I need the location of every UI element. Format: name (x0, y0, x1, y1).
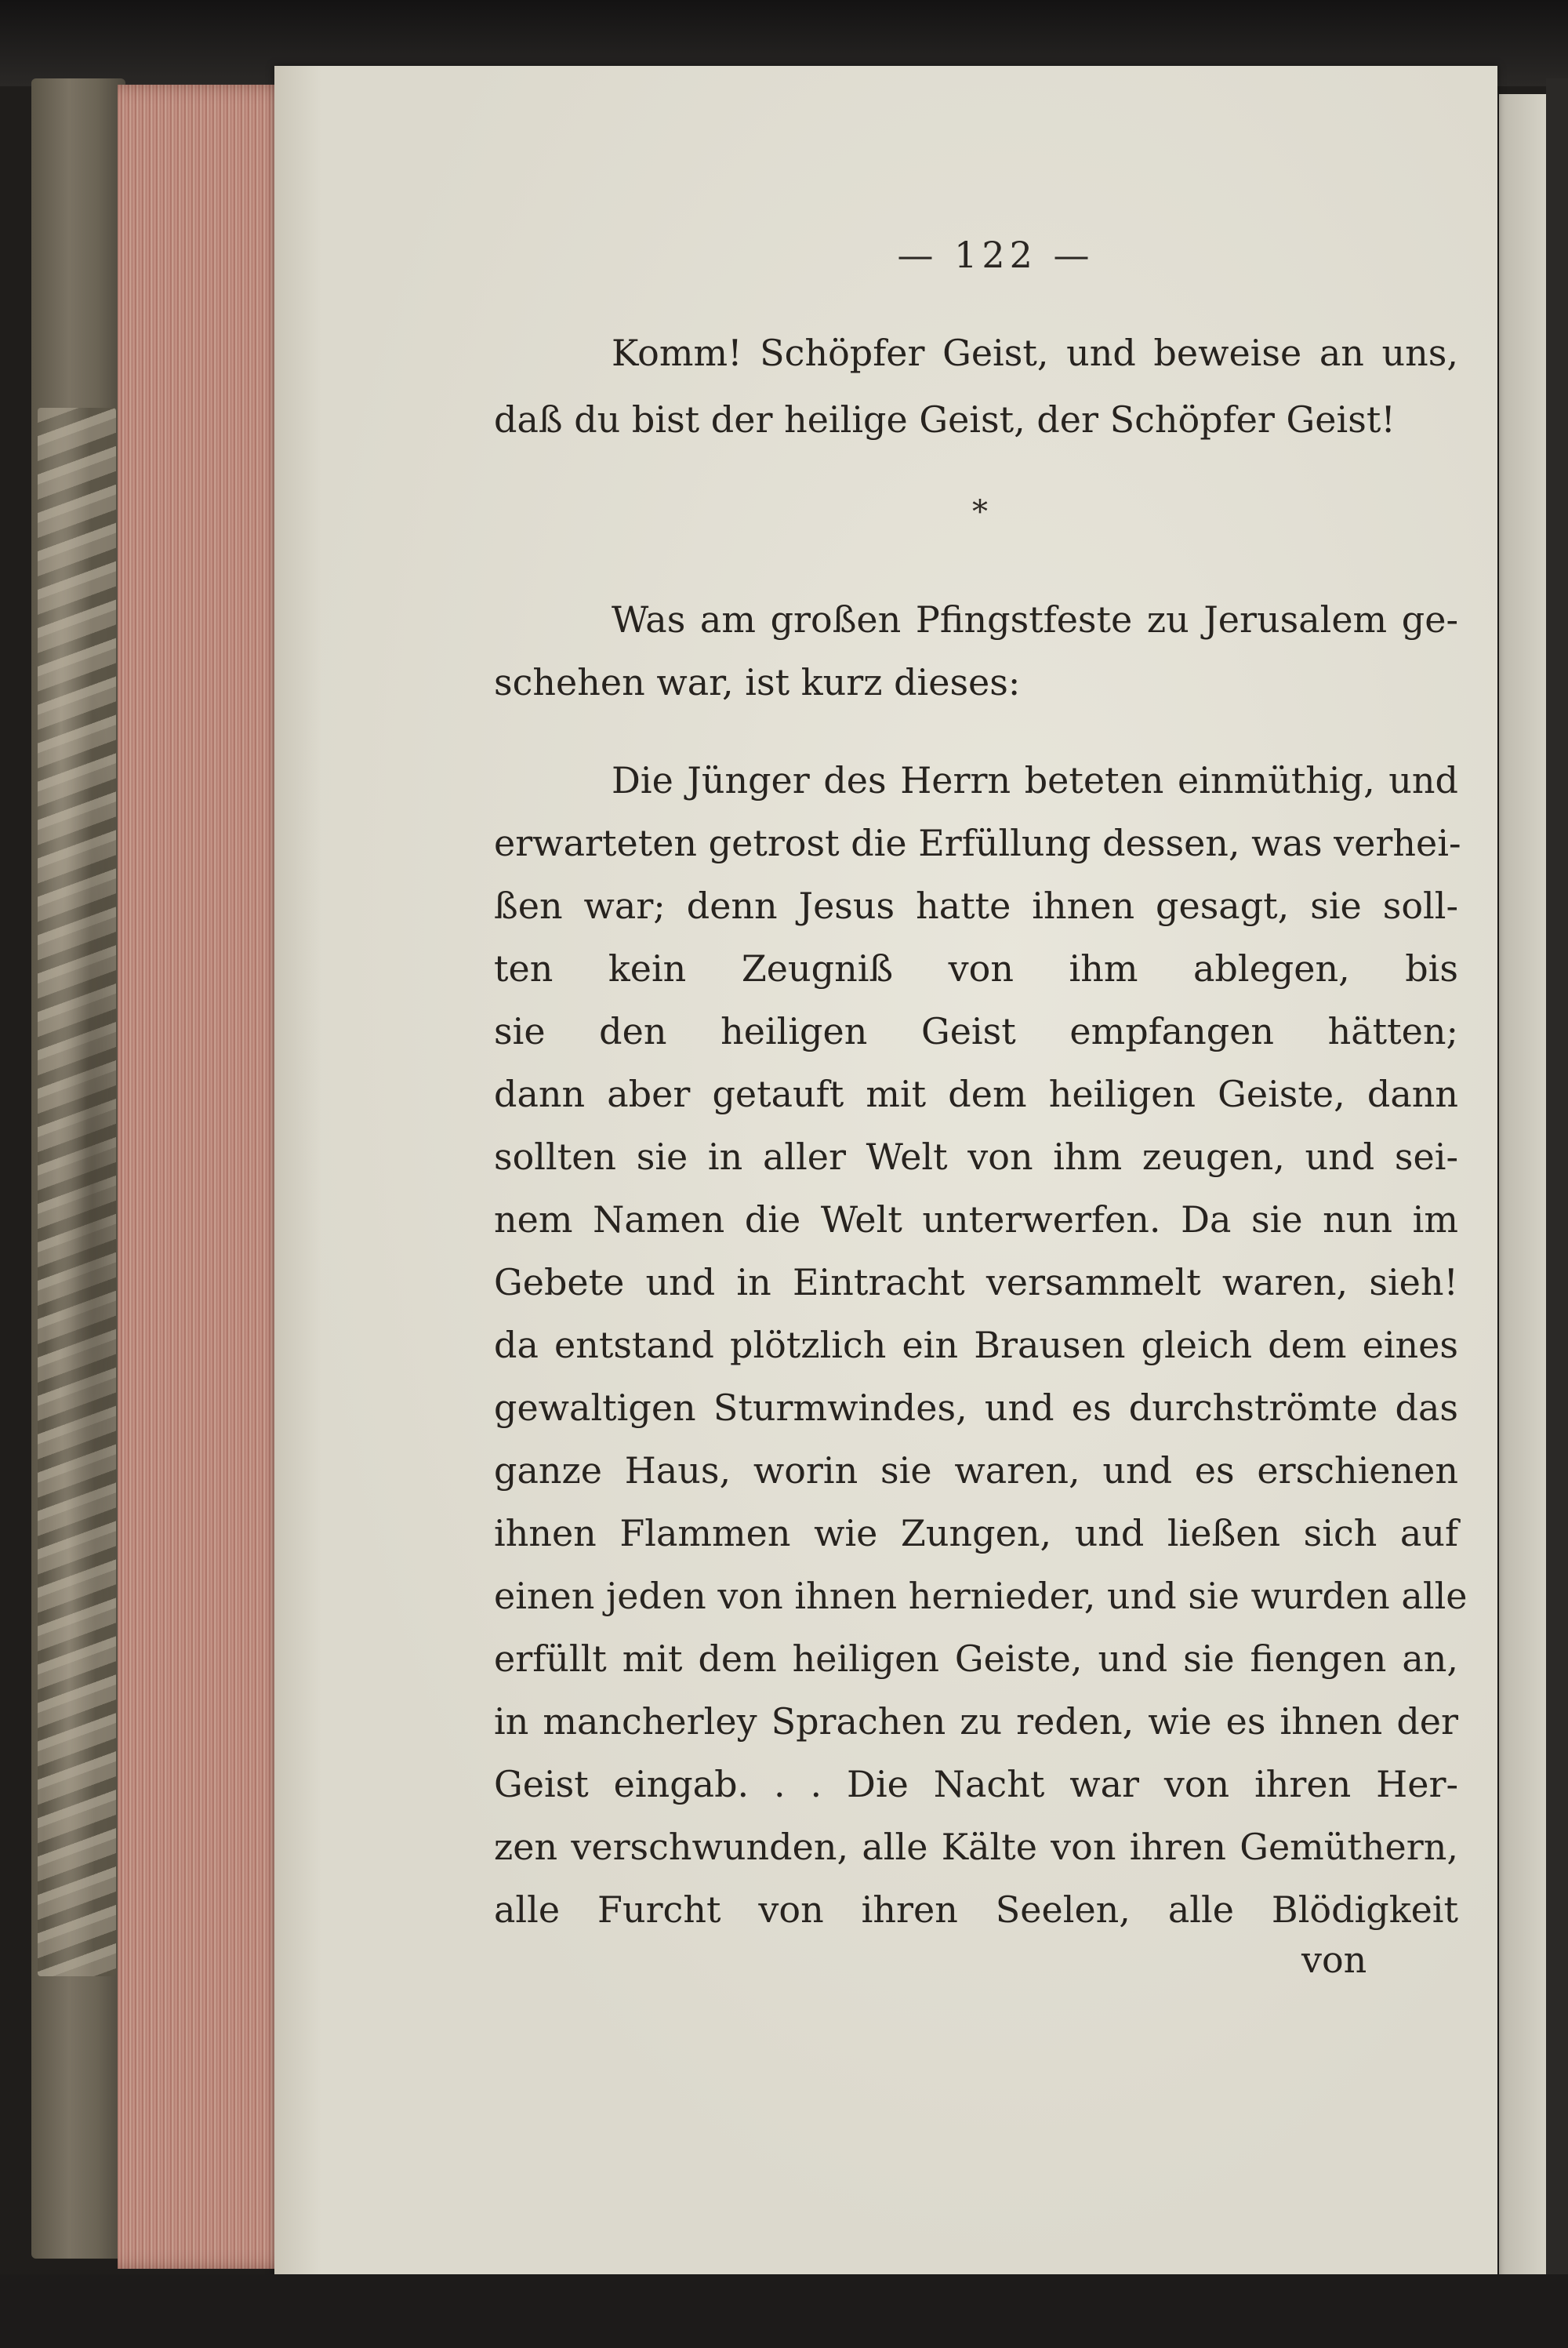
text-line: ten kein Zeugniß von ihm ablegen, bis (494, 947, 1458, 990)
text-line: ihnen Flammen wie Zungen, und ließen sich auf (494, 1512, 1458, 1554)
text-line: Komm! Schöpfer Geist, und beweise an uns, (612, 332, 1458, 374)
text-line: gewaltigen Sturmwindes, und es durchströmte das (494, 1387, 1458, 1429)
text-line: ganze Haus, worin sie waren, und es erschienen (494, 1449, 1458, 1492)
text-line: alle Furcht von ihren Seelen, alle Blödigkeit (494, 1888, 1458, 1931)
background-right (1546, 78, 1568, 2348)
text-line: zen verschwunden, alle Kälte von ihren Gemüthern, (494, 1826, 1458, 1868)
text-line: erwarteten getrost die Erfüllung dessen, was verhei- (494, 822, 1461, 864)
background-bottom (0, 2274, 1568, 2348)
text-line: nem Namen die Welt unterwerfen. Da sie nun im (494, 1198, 1458, 1241)
text-line: Die Jünger des Herrn beteten einmüthig, und (612, 759, 1458, 801)
facing-page-edge (1499, 94, 1546, 2306)
text-line: daß du bist der heilige Geist, der Schöpfer Geist! (494, 398, 1396, 441)
text-line: Geist eingab. . . Die Nacht war von ihren Her- (494, 1763, 1458, 1805)
text-line: Gebete und in Eintracht versammelt waren, sieh! (494, 1261, 1458, 1303)
text-line: in mancherley Sprachen zu reden, wie es ihnen der (494, 1700, 1458, 1743)
catchword: von (1301, 1939, 1367, 1981)
text-line: einen jeden von ihnen hernieder, und sie wurden alle (494, 1575, 1468, 1617)
text-line: Was am großen Pfingstfeste zu Jerusalem ge- (612, 598, 1458, 641)
page-number: — 122 — (897, 234, 1094, 276)
text-line: schehen war, ist kurz dieses: (494, 661, 1021, 703)
section-ornament: * (972, 494, 988, 530)
text-line: sollten sie in aller Welt von ihm zeugen, und sei- (494, 1136, 1458, 1178)
text-line: erfüllt mit dem heiligen Geiste, und sie fiengen an, (494, 1637, 1458, 1680)
text-line: ßen war; denn Jesus hatte ihnen gesagt, sie soll- (494, 885, 1458, 927)
text-line: dann aber getauft mit dem heiligen Geiste, dann (494, 1073, 1458, 1115)
marbled-board (38, 408, 116, 1976)
text-line: sie den heiligen Geist empfangen hätten; (494, 1010, 1458, 1052)
text-line: da entstand plötzlich ein Brausen gleich dem eines (494, 1324, 1458, 1366)
